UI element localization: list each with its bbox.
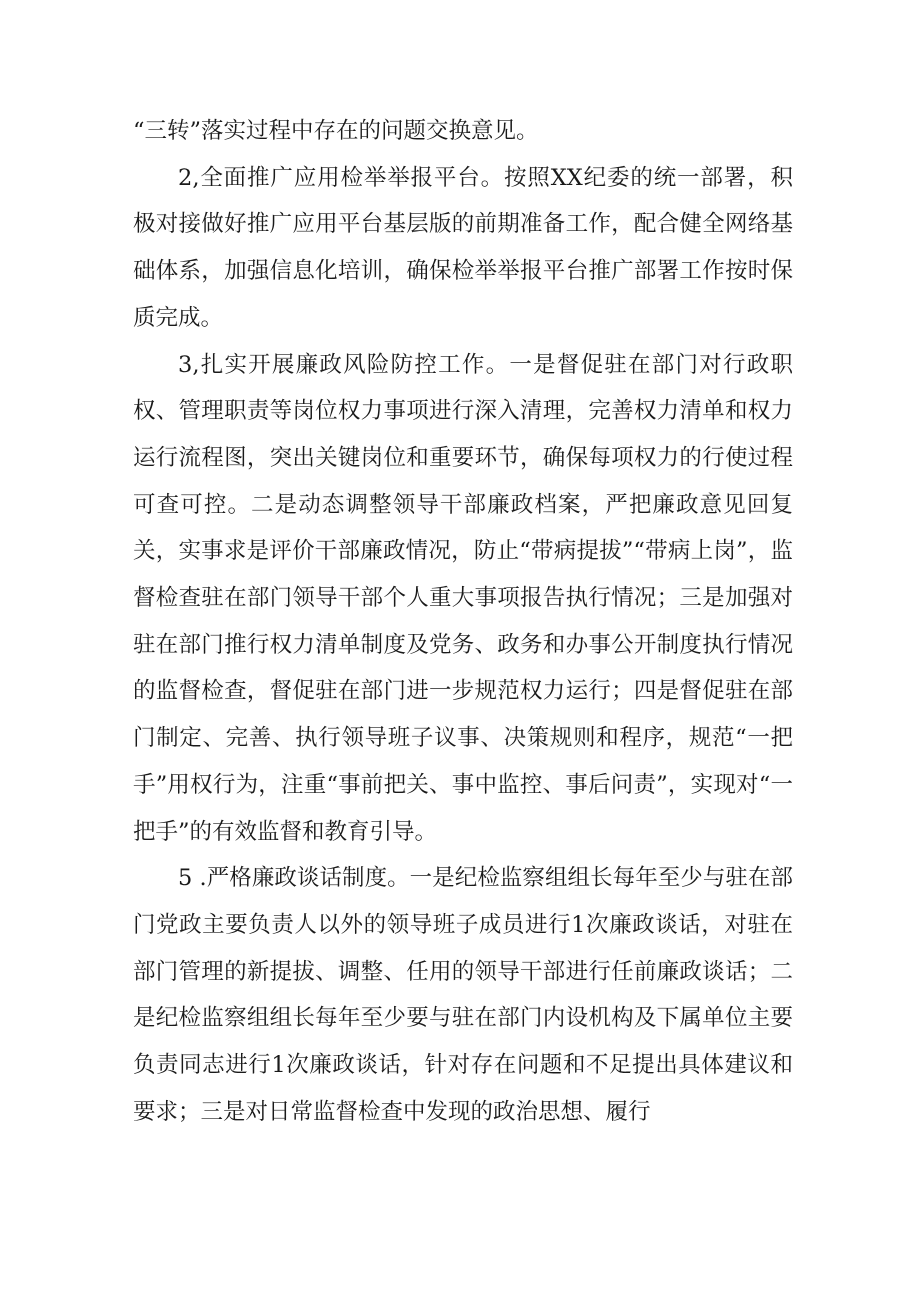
paragraph-item-2: 2,全面推广应用检举举报平台。按照XX纪委的统一部署，积极对接做好推广应用平台基层版的前期准备工作，配合健全网络基础体系，加强信息化培训，确保检举举报平台推广部署工作按时保质完成。 [133,164,793,331]
document-body [133,108,793,1135]
paragraph-item-3: 3,扎实开展廉政风险防控工作。一是督促驻在部门对行政职权、管理职责等岗位权力事项进行深入清理，完善权力清单和权力运行流程图，突出关键岗位和重要环节，确保每项权力的行使过程可查可控。二是动态调整领导干部廉政档案，严把廉政意见回复关，实事求是评价干部廉政情况，防止“带病提拔”“带病上岗”，监督检查驻在部门领导干部个人重大事项报告执行情况；三是加强对驻在部门推行权力清单制度及党务、政务和办事公开制度执行情况的监督检查，督促驻在部门进一步规范权力运行；四是督促驻在部门制定、完善、执行领导班子议事、决策规则和程序，规范“一把手”用权行为，注重“事前把关、事中监控、事后问责”，实现对“一把手”的有效监督和教育引导。 [133,351,793,845]
paragraph-continuation: “三转”落实过程中存在的问题交换意见。 [133,118,539,144]
paragraph-item-5: 5 .严格廉政谈话制度。一是纪检监察组组长每年至少与驻在部门党政主要负责人以外的领导班子成员进行1次廉政谈话，对驻在部门管理的新提拔、调整、任用的领导干部进行任前廉政谈话；二是纪检监察组组长每年至少要与驻在部门内设机构及下属单位主要负责同志进行1次廉政谈话，针对存在问题和不足提出具体建议和要求；三是对日常监督检查中发现的政治思想、履行 [133,865,793,1125]
